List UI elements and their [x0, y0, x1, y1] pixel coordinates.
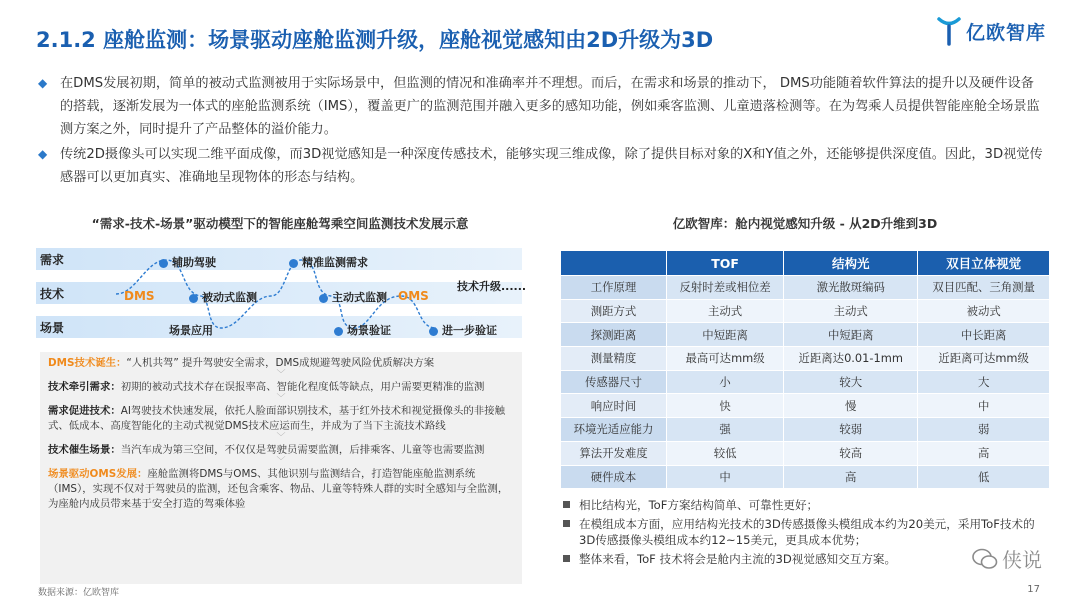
node-further-validation: 进一步验证 [429, 322, 497, 338]
table-row: 传感器尺寸 小 较大 大 [561, 370, 1050, 394]
wechat-icon [972, 548, 998, 570]
story-item: 需求促进技术：AI驾驶技术快速发展，依托人脸面部识别技术，基于红外技术和视觉摄像头的非接触式、低成本、高度智能化的主动式视觉DMS技术应运而生，并成为了当下主流技术路线 [48, 405, 505, 432]
node-active-monitoring: 主动式监测 [319, 289, 387, 305]
node-passive-monitoring: 被动式监测 [189, 289, 257, 305]
square-bullet-icon [563, 520, 570, 527]
node-scene-application: 场景应用 [169, 324, 213, 337]
down-arrow-icon: ﹀ [276, 433, 286, 443]
story-item: 技术牵引需求：初期的被动式技术存在误报率高、智能化程度低等缺点，用户需要更精准的监测 [48, 381, 485, 393]
development-diagram [36, 240, 526, 345]
table-row: 探测距离 中短距离 中短距离 中长距离 [561, 323, 1050, 347]
node-scene-validation: 场景验证 [334, 322, 391, 338]
note-item: 在模组成本方面，应用结构光技术的3D传感摄像头模组成本约为20美元，采用ToF技术的3D传感摄像头模组成本约12~15美元，更具成本优势； [563, 516, 1049, 548]
dms-label: DMS [124, 289, 155, 303]
header-cell: TOF [667, 251, 784, 276]
node-tech-upgrade: 技术升级...... [457, 280, 527, 293]
table-row: 测量精度 最高可达mm级 近距离达0.01-1mm 近距离可达mm级 [561, 347, 1050, 371]
bullet-item [36, 143, 1046, 189]
row-label-tech: 技术 [40, 287, 65, 301]
header-cell [561, 251, 667, 276]
dot-icon [189, 294, 198, 303]
diagram-title: “需求-技术-场景”驱动模型下的智能座舱驾乘空间监测技术发展示意 [91, 216, 469, 231]
table-row: 测距方式 主动式 主动式 被动式 [561, 299, 1050, 323]
table-row: 响应时间 快 慢 中 [561, 394, 1050, 418]
watermark [972, 544, 1042, 573]
table-row: 算法开发难度 较低 较高 高 [561, 441, 1050, 465]
table-row: 工作原理 反射时差或相位差 激光散斑编码 双目匹配、三角测量 [561, 276, 1050, 300]
comparison-table [560, 250, 1050, 489]
intro-bullets [36, 72, 1046, 191]
dot-icon [319, 294, 328, 303]
watermark-text: 侠说 [1002, 548, 1042, 572]
down-arrow-icon: ﹀ [276, 394, 286, 404]
dot-icon [334, 327, 343, 336]
diamond-bullet-icon: ◆ [38, 76, 48, 90]
bullet-text: 传统2D摄像头可以实现二维平面成像，而3D视觉感知是一种深度传感技术，能够实现三维成像，除了提供目标对象的X和Y值之外，还能够提供深度值。因此，3D视觉传感器可以更加真实、准确地呈现物体的形态与结构。 [60, 147, 1043, 185]
table-title: 亿欧智库：舱内视觉感知升级 - 从2D升维到3D [672, 216, 938, 231]
logo-text: 亿欧智库 [965, 21, 1046, 44]
page-number: 17 [1027, 584, 1040, 595]
story-item: 技术催生场景：当汽车成为第三空间，不仅仅是驾驶员需要监测，后排乘客、儿童等也需要监测 [48, 444, 485, 456]
row-label-scene: 场景 [40, 321, 65, 335]
bullet-text: 在DMS发展初期，简单的被动式监测被用于实际场景中，但监测的情况和准确率并不理想。而后，在需求和场景的推动下， DMS功能随着软件算法的提升以及硬件设备的搭载，逐渐发展为一体式的座舱监测系统（IMS），覆盖更广的监测范围并融入更多的感知功能，例如乘客监测、儿童遗落检测等。在为驾乘人员提供智能座舱全场景监测方案之外，同时提升了产品整体的溢价能力。 [60, 76, 1040, 137]
note-item: 相比结构光，ToF方案结构简单、可靠性更好； [563, 497, 1049, 513]
company-logo [936, 16, 1046, 46]
story-item: 场景驱动OMS发展：座舱监测将DMS与OMS、其他识别与监测结合，打造智能座舱监测系统（IMS），实现不仅对于驾驶员的监测，还包含乘客、物品、儿童等特殊人群的实时全感知与全监测，为座舱内成员带来基于安全打造的驾乘体验 [48, 468, 509, 510]
dot-icon [289, 259, 298, 268]
header-cell: 双目立体视觉 [918, 251, 1050, 276]
story-item: DMS技术诞生：“人机共驾” 提升驾驶安全需求，DMS成规避驾驶风险优质解决方案 [48, 357, 435, 369]
logo-icon [936, 16, 962, 46]
note-item: 整体来看，ToF 技术将会是舱内主流的3D视觉感知交互方案。 [563, 551, 1049, 567]
oms-label: OMS [398, 289, 429, 303]
square-bullet-icon [563, 555, 570, 562]
row-label-demand: 需求 [40, 253, 65, 267]
down-arrow-icon: ﹀ [276, 457, 286, 467]
diamond-bullet-icon: ◆ [38, 147, 48, 161]
node-assisted-driving: 辅助驾驶 [159, 254, 216, 270]
page-title: 2.1.2 座舱监测：场景驱动座舱监测升级，座舱视觉感知由2D升级为3D [36, 28, 714, 52]
header-cell: 结构光 [784, 251, 918, 276]
table-row: 硬件成本 中 高 低 [561, 465, 1050, 489]
node-precise-demand: 精准监测需求 [289, 254, 368, 270]
down-arrow-icon: ﹀ [276, 370, 286, 380]
evolution-story [40, 352, 522, 584]
bullet-item [36, 72, 1046, 141]
table-header-row [561, 251, 1050, 276]
table-row: 环境光适应能力 强 较弱 弱 [561, 418, 1050, 442]
data-source: 数据来源：亿欧智库 [38, 588, 120, 598]
dot-icon [159, 259, 168, 268]
square-bullet-icon [563, 501, 570, 508]
dot-icon [429, 327, 438, 336]
